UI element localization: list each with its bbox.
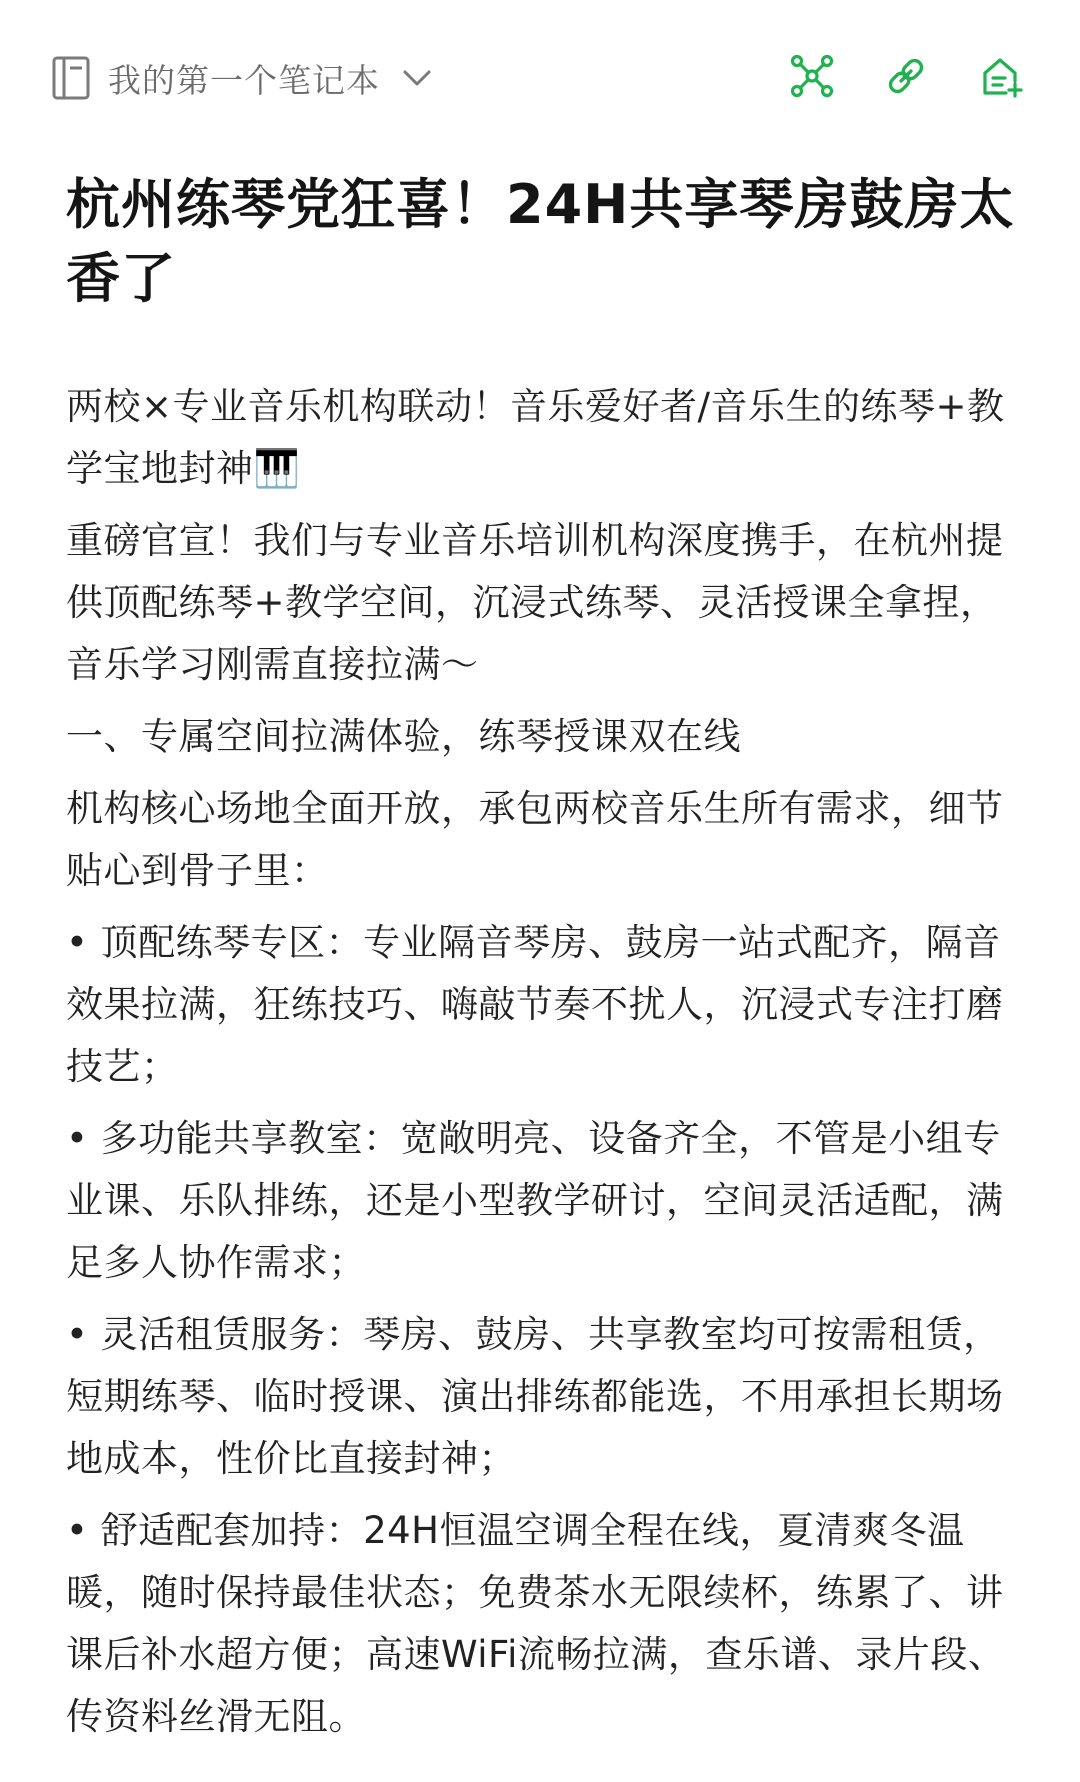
mindmap-button[interactable] — [788, 52, 836, 100]
note-paragraph: 两校×专业音乐机构联动！音乐爱好者/音乐生的练琴+教学宝地封神🎹 — [66, 385, 1005, 490]
add-to-home-icon — [980, 54, 1024, 98]
note-content[interactable] — [66, 168, 1026, 1758]
mindmap-icon — [790, 54, 834, 98]
bullet-item: • 多功能共享教室：宽敞明亮、设备齐全，不管是小组专业课、乐队排练，还是小型教学研讨，空间灵活适配，满足多人协作需求； — [66, 1117, 1004, 1284]
bullet-item: • 舒适配套加持：24H恒温空调全程在线，夏清爽冬温暖，随时保持最佳状态；免费茶水无限续杯，练累了、讲课后补水超方便；高速WiFi流畅拉满，查乐谱、录片段、传资料丝滑无阻。 — [66, 1509, 1006, 1738]
link-icon — [884, 54, 928, 98]
note-title[interactable]: 杭州练琴党狂喜！24H共享琴房鼓房太香了 — [66, 173, 1015, 310]
bullet-item: • 灵活租赁服务：琴房、鼓房、共享教室均可按需租赁，短期练琴、临时授课、演出排练都能选，不用承担长期场地成本，性价比直接封神； — [66, 1313, 1004, 1480]
note-body[interactable] — [66, 376, 1026, 1748]
top-bar — [0, 0, 1080, 150]
note-paragraph: 机构核心场地全面开放，承包两校音乐生所有需求，细节贴心到骨子里： — [66, 787, 1004, 892]
add-to-home-button[interactable] — [978, 52, 1026, 100]
notebook-icon — [52, 56, 90, 100]
share-link-button[interactable] — [882, 52, 930, 100]
notebook-switcher[interactable] — [52, 52, 432, 104]
note-paragraph: 重磅官宣！我们与专业音乐培训机构深度携手，在杭州提供顶配练琴+教学空间，沉浸式练琴、灵活授课全拿捏，音乐学习刚需直接拉满～ — [66, 519, 1004, 686]
bullet-item: • 顶配练琴专区：专业隔音琴房、鼓房一站式配齐，隔音效果拉满，狂练技巧、嗨敲节奏不扰人，沉浸式专注打磨技艺； — [66, 921, 1004, 1088]
chevron-down-icon — [402, 68, 432, 88]
notebook-title: 我的第一个笔记本 — [108, 60, 380, 100]
section-heading: 一、专属空间拉满体验，练琴授课双在线 — [66, 715, 741, 758]
